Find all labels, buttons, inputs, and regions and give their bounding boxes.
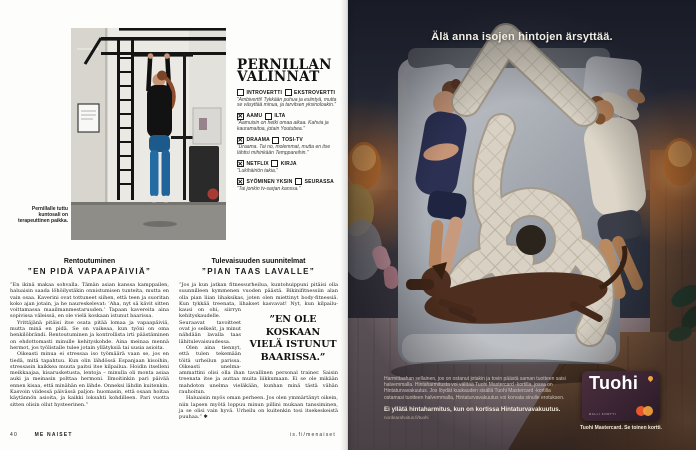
body-paragraph [179,282,338,363]
choice-label: NETFLIX [246,160,269,167]
ad-copy-block [384,376,570,420]
red-kettlebell [208,189,219,200]
choice-label: SEURASSA [304,178,334,185]
choice-row [237,113,341,120]
ad-page [348,0,696,450]
choice-answer: ”Draama. Tai no, molemmat, mutta en itse lähtisi mihinkään Temppareihin.” [237,144,331,157]
choice-label: ILTA [274,113,286,120]
checkbox-icon [271,160,278,167]
body-paragraph: ”En ikinä makaa sohvalla. Tämän asian kanssa kamppailen, haluaisin saada löhöilystäkin onnistumisen tunteita, mutta en vain osaa. Kaverini ovat tottuneet siihen, että teen ja suoritan koko ajan jotain, ja he naureskelevat: ’Aha, nyt sä kävit sitten voittamassa maailmanmestaruuden.’ Tapaan kavereita aina sopivissa väleissä, en ole vielä koskaan istunut baarissa. [10,282,169,320]
choice-label: EKSTROVERTTI [294,89,336,96]
card-brand: Tuohi [589,373,639,393]
choice-label: DRAAMA [246,137,270,144]
choice-label: AAMU [246,113,263,120]
wall-frame [78,104,99,132]
article-columns [10,258,338,421]
choice-row [237,137,341,144]
ad-url: nordearahoitus.fi/tuohi [384,415,429,421]
article-column-2 [179,258,338,421]
magazine-name: ME NAISET [34,432,73,438]
choice-label: TOSI-TV [281,137,303,144]
gym-photo-illustration [71,28,226,240]
magazine-website: is.fi/menaiset [290,432,336,438]
photo-caption: Pernillalle tuttu kuntosali on terapeuttinen paikka. [17,206,68,224]
pull-quote: ”EN OLE KOSKAAN VIELÄ ISTUNUT BAARISSA.” [249,314,337,363]
choice-label: KIRJA [280,160,297,167]
column-heading: ”PIAN TAAS LAVALLE” [201,267,316,276]
choice-answer: ”Ambivertti! Tykkään puhua ja esiintyä, mutta se väsyttää minua, ja tarvitsen yksinoloakin.” [237,96,337,109]
gym-photo [71,28,226,240]
valinnat-items [237,89,341,193]
ad-headline: Älä anna isojen hintojen ärsyttää. [431,31,613,43]
body-paragraph: Haluaisin myös oman perheen. Jos olen ymmärtänyt oikein, niin lapsen myötä loppuu minun pillini mukaan tanssiminen, ja se olisi vain hyvä. Urheilu on kuitenkin tosi itsekeskeistä puuhaa.” ✱ [179,395,338,421]
gym-floor [71,202,226,240]
tuohi-mastercard [582,371,660,421]
ad-body-text: Harmittaahan sellainen, jos on ostanut jotakin ja tovin päästä saman tuotteen saisi halvemmalla. Hintaharmitusta voi välttää Tuohi Mastercard -kortilla, jossa on Hintaturvavakuutus. Jos löydät kuukauden sisällä Tuohi Mastercard -kortilla ostamasi tuotteen halvemmalla, Hintaturvavakuutus voi korvata sinulle erotuksen. [384,376,566,401]
checkbox-icon [237,113,244,120]
card-holder-name: RALLI KORTTI [589,412,617,416]
checkbox-icon [237,160,244,167]
checkbox-icon [265,113,272,120]
mastercard-logo-icon [636,406,654,416]
choice-answer: ”Tai jonkin tv-sarjan kanssa.” [237,185,301,192]
black-top [147,85,172,138]
checkbox-icon [295,178,302,185]
body-paragraph: Olen aina tiennyt, että tulen tekemään töitä urheilun parissa. Oikeasti unelma-ammattini olisi olla ihan tavallinen personal trainer. Saisin treenata itse ja auttaa muita liikkumaan. Ei se ole mikään mahdoton unelma vieläkään, kunhan minä tästä vähän rauhoitun. [179,344,338,396]
choice-row [237,89,341,96]
checkbox-icon [237,137,244,144]
checkbox-icon [237,89,244,96]
column-heading: ”EN PIDÄ VAPAAPÄIVIÄ” [27,267,152,276]
sneaker [149,196,160,203]
body-paragraph: Oikeasti minua ei stressaa iso työmäärä vaan se, jos en tiedä, mitä tapahtuu. Kun olin lähdössä Espanjaan kisoihin, stressasin kaikkea muuta paitsi itse kilpailua. Hoidin itselleni meikkaajaa, kisarusketusta, lentoja – minulla oli monta asiaa auki ja meinasin polttaa hermoni. Ilmoitinkin pari päivää ennen kisaa, että minähän en lähde. Onneksi lähdin kuitenkin. Kasvoin viidessä päivässä paljon: huomasin, että osaan hoitaa käytännön asioita, ja kaikki loksahti kohdilleen. Pari vuotta sitten olisin ollut hysteerinen.” [10,351,169,408]
choice-label: SYÖMINEN YKSIN [246,178,293,185]
body-paragraph: Yrittäjänä pitäisi itse osata pitää lomaa ja vapaapäiviä, mutta minä en pidä. Se on vaikeaa, kun työni on oma henkilöbrändi. Rentoutuminen ja kontrollista irti päästäminen on ehdottomasti minulle kehityskohde. Aina meinaa mennä hermot, jos työlistalle tulee jotain yllätyksiä tai uusia asioita. [10,319,169,351]
ad-tagline: Ei yllätä hintaharmitus, kun on kortissa Hintaturvavakuutus. [384,405,561,413]
choice-answer: ”Aamuisin on hetki omaa aikaa. Kahvia ja kauramaitoa, jotain Youtubea.” [237,120,329,133]
choice-label: INTROVERTTI [246,89,283,96]
column-kicker: Rentoutuminen [63,258,116,265]
valinnat-sidebar [237,57,341,193]
checkbox-icon [285,89,292,96]
column-kicker: Tulevaisuuden suunnitelmat [211,258,306,265]
choice-answer: ”Lukihäiriön takia.” [237,167,278,174]
card-caption: Tuohi Mastercard. Se toinen kortti. [580,425,662,431]
valinnat-title: PERNILLAN VALINNAT [237,57,332,85]
left-footer [10,432,73,438]
page-number: 40 [10,432,18,438]
paragraph-text: ”Jos ja kun jatkan fitnessurheilua, kuntohuippuni pitäisi olla suunnilleen kymmenen vuoden päästä. Bikinifitnessiin alan olla pian liian lihaksikas, joten olen miettinyt body-fitnessiä. Kun tykkää treenata, lihakset kasvavat! Nyt, kun kilpailu- [179,282,338,307]
tuohi-flame-icon [647,375,654,382]
article-column-1 [10,258,169,421]
paragraph-text: kausi on ohi, siirryn kehityskaudelle. Seuraavat tavoitteet ovat jo selkeät, ja minut nähdään lavalla taas lähitulevaisuudessa. [179,307,241,345]
checkbox-icon [237,178,244,185]
blue-leggings [150,150,159,197]
choice-row [237,160,341,167]
checkbox-icon [272,137,279,144]
sneaker [161,196,172,203]
choice-row [237,178,341,185]
mirror [193,108,221,144]
